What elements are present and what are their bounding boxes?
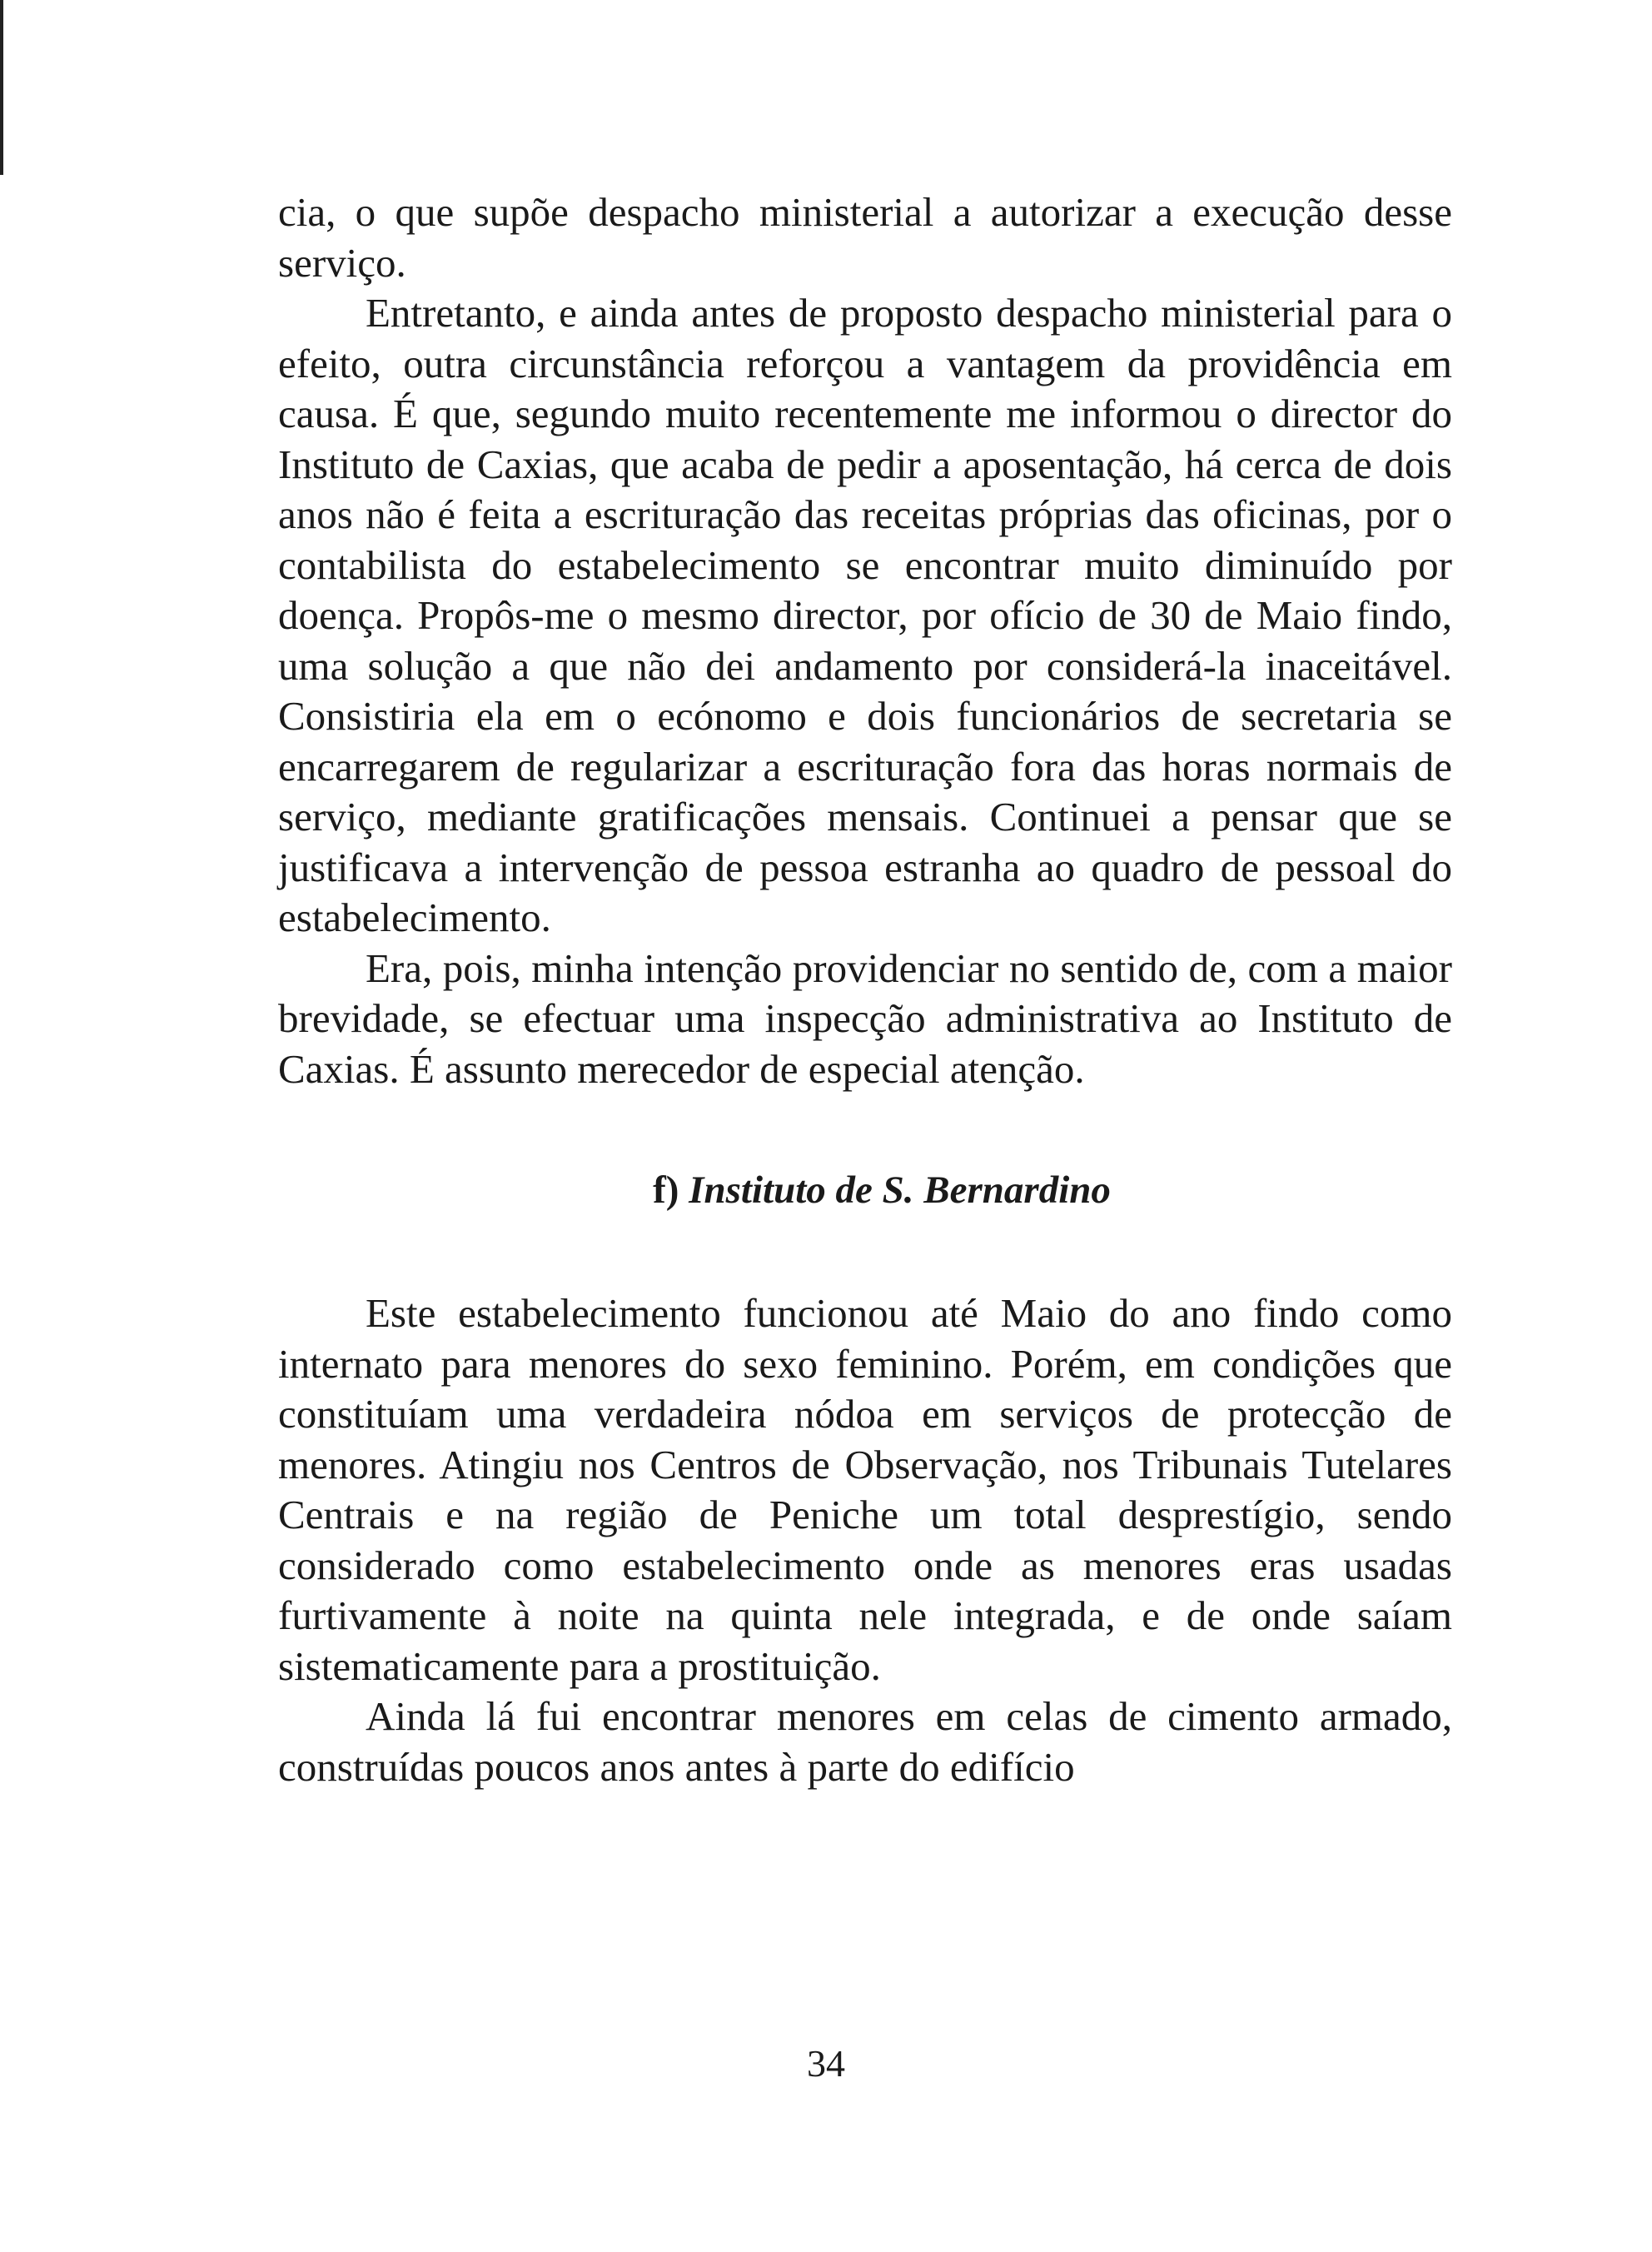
section-label: f) xyxy=(653,1168,679,1212)
paragraph-celas: Ainda lá fui encontrar menores em celas de cimento armado, construídas poucos anos antes à parte do edifício xyxy=(278,1693,1452,1790)
paragraph-sao-bernardino: Este estabelecimento funcionou até Maio do ano findo como internato para menores do sexo feminino. Porém, em condições que constituíam uma verdadeira nódoa em serviços de protecção de menores. Atingiu nos Centros de Observação, nos Tribunais Tutelares Centrais e na região de Peniche um total desprestígio, sendo considerado como estabelecimento onde as menores eras usadas furtivamente à noite na quinta nele integrada, e de onde saíam sistematicamente para a prostituição. xyxy=(278,1290,1452,1689)
scan-edge-line xyxy=(0,0,3,175)
document-page xyxy=(278,187,1452,1792)
section-heading xyxy=(278,1165,1452,1215)
paragraph-inspeccao: Era, pois, minha intenção providenciar no sentido de, com a maior brevidade, se efectuar uma inspecção administrativa ao Instituto de Caxias. É assunto merecedor de especial atenção. xyxy=(278,944,1452,1092)
paragraph-escrituracao: Entretanto, e ainda antes de proposto despacho ministerial para o efeito, outra circunstância reforçou a vantagem da providência em causa. É que, segundo muito recentemente me informou o director do Instituto de Caxias, que acaba de pedir a aposentação, há cerca de dois anos não é feita a escrituração das receitas próprias das oficinas, por o contabilista do estabelecimento se encontrar muito diminuído por doença. Propôs-me o mesmo director, por ofício de 30 de Maio findo, uma solução a que não dei andamento por considerá-la inaceitável. Consistiria ela em o ecónomo e dois funcionários de secretaria se encarregarem de regularizar a escrituração fora das horas normais de serviço, mediante gratificações mensais. Continuei a pensar que se justificava a intervenção de pessoa estranha ao quadro de pessoal do estabelecimento. xyxy=(278,290,1452,940)
section-title: Instituto de S. Bernardino xyxy=(689,1168,1111,1212)
paragraph-continuation: cia, o que supõe despacho ministerial a autorizar a execução desse serviço. xyxy=(278,189,1452,286)
page-number: 34 xyxy=(807,2042,845,2085)
